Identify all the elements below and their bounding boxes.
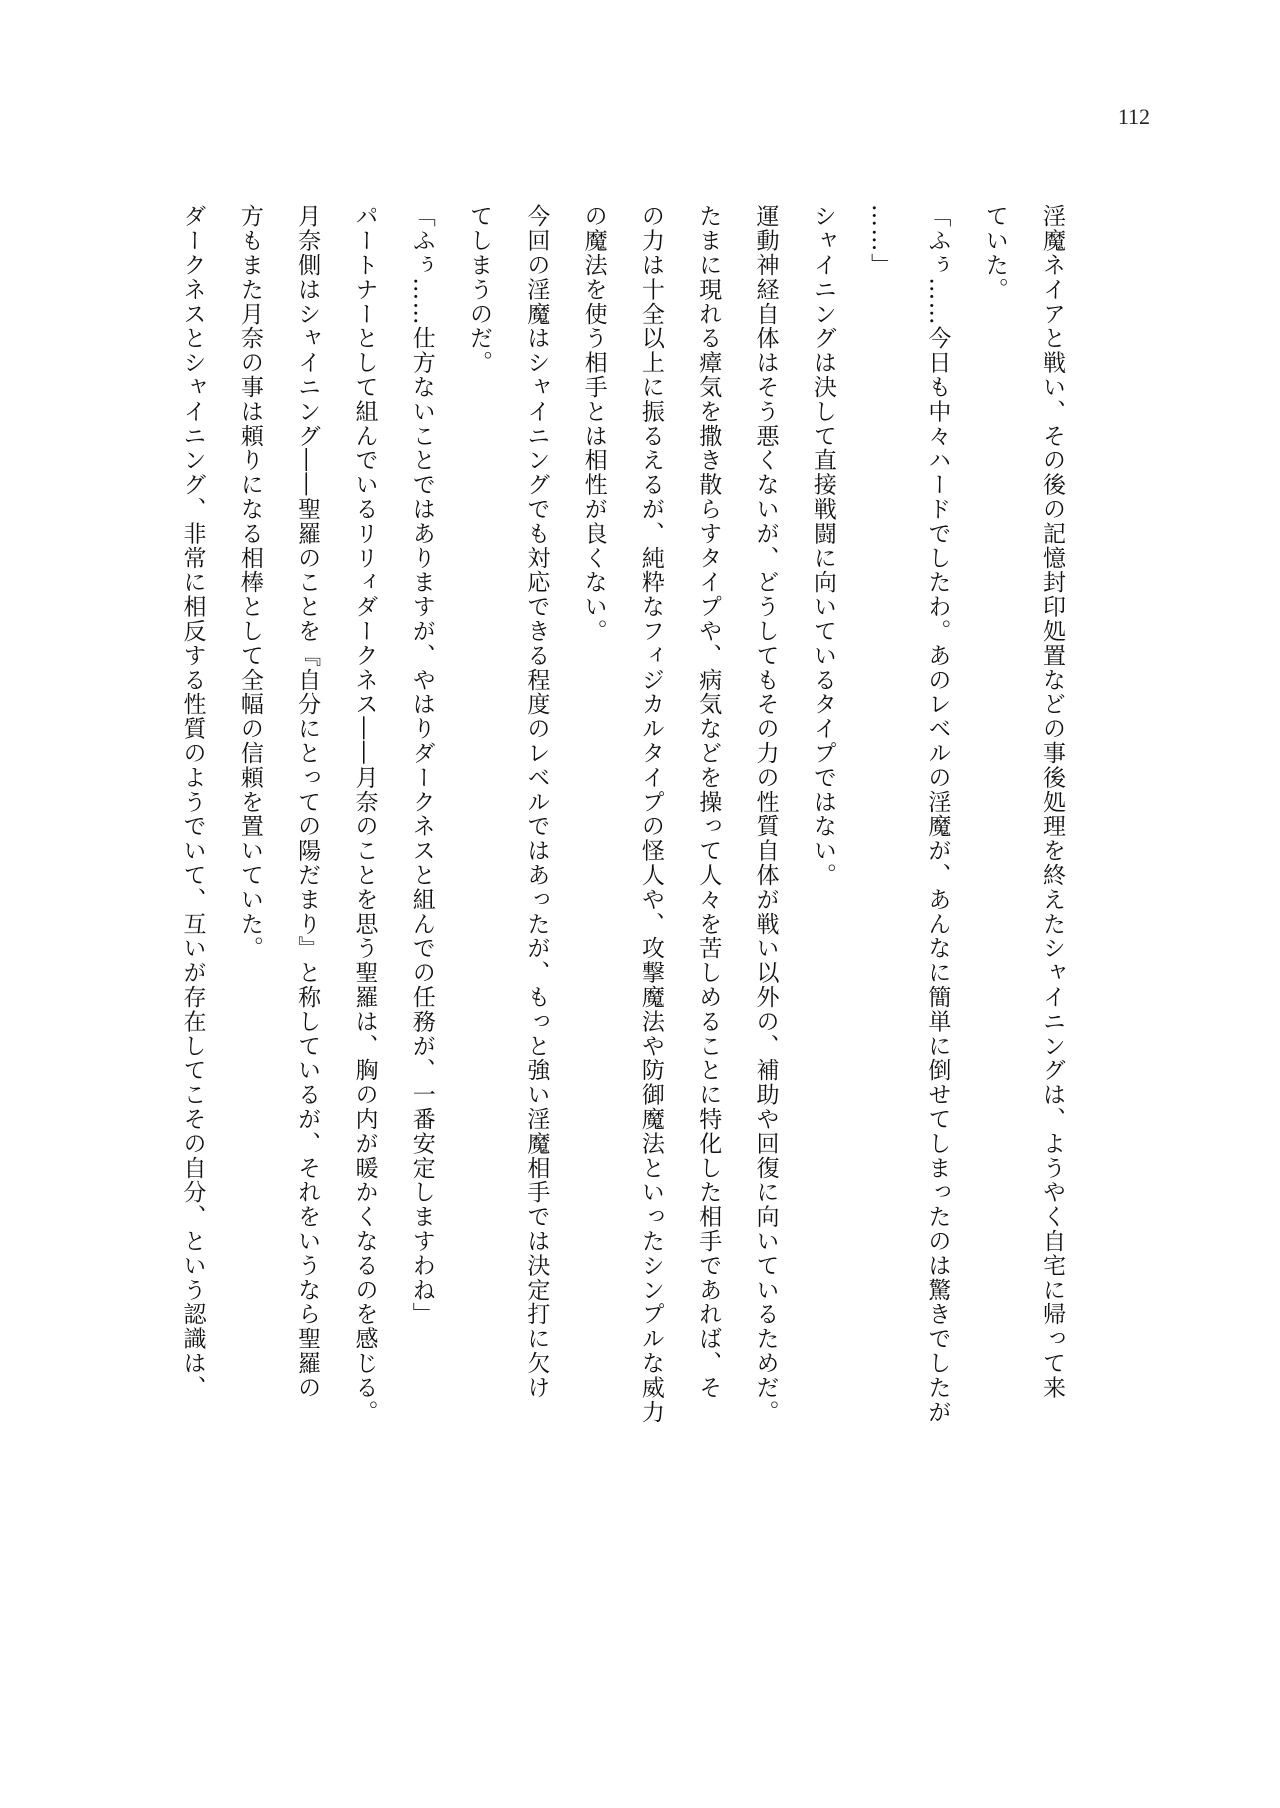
text-column: 月奈側はシャイニング――聖羅のことを『自分にとっての陽だまり』と称しているが、それをいうなら聖羅の bbox=[294, 204, 321, 1400]
text-column: の力は十全以上に振るえるが、純粋なフィジカルタイプの怪人や、攻撃魔法や防御魔法といったシンプルな威力 bbox=[637, 204, 664, 1424]
text-column: ……」 bbox=[867, 204, 894, 278]
body-text bbox=[163, 204, 1080, 1424]
text-column: ダークネスとシャイニング、非常に相反する性質のようでいて、互いが存在してこその自分、という認識は、 bbox=[179, 204, 206, 1400]
text-column: 「ふぅ……今日も中々ハードでしたわ。あのレベルの淫魔が、あんなに簡単に倒せてしまったのは驚きでしたが bbox=[924, 204, 951, 1424]
text-column: パートナーとして組んでいるリリィダークネス――月奈のことを思う聖羅は、胸の内が暖かくなるのを感じる。 bbox=[351, 204, 378, 1424]
text-column: 今回の淫魔はシャイニングでも対応できる程度のレベルではあったが、もっと強い淫魔相手では決定打に欠け bbox=[523, 204, 550, 1400]
text-column: ていた。 bbox=[981, 204, 1008, 302]
text-column: シャイニングは決して直接戦闘に向いているタイプではない。 bbox=[809, 204, 836, 888]
page-number: 112 bbox=[1117, 104, 1150, 129]
text-column: 運動神経自体はそう悪くないが、どうしてもその力の性質自体が戦い以外の、補助や回復に向いているためだ。 bbox=[752, 204, 779, 1424]
text-column: たまに現れる瘴気を撒き散らすタイプや、病気などを操って人々を苦しめることに特化した相手であれば、そ bbox=[695, 204, 722, 1400]
text-column: 淫魔ネイアと戦い、その後の記憶封印処置などの事後処理を終えたシャイニングは、ようやく自宅に帰って来 bbox=[1039, 204, 1065, 1400]
text-column: の魔法を使う相手とは相性が良くない。 bbox=[580, 204, 607, 644]
text-column: 「ふぅ……仕方ないことではありますが、やはりダークネスと組んでの任務が、一番安定しますわね」 bbox=[408, 204, 435, 1327]
text-column: てしまうのだ。 bbox=[466, 204, 493, 375]
text-column: 方もまた月奈の事は頼りになる相棒として全幅の信頼を置いていた。 bbox=[236, 204, 263, 961]
